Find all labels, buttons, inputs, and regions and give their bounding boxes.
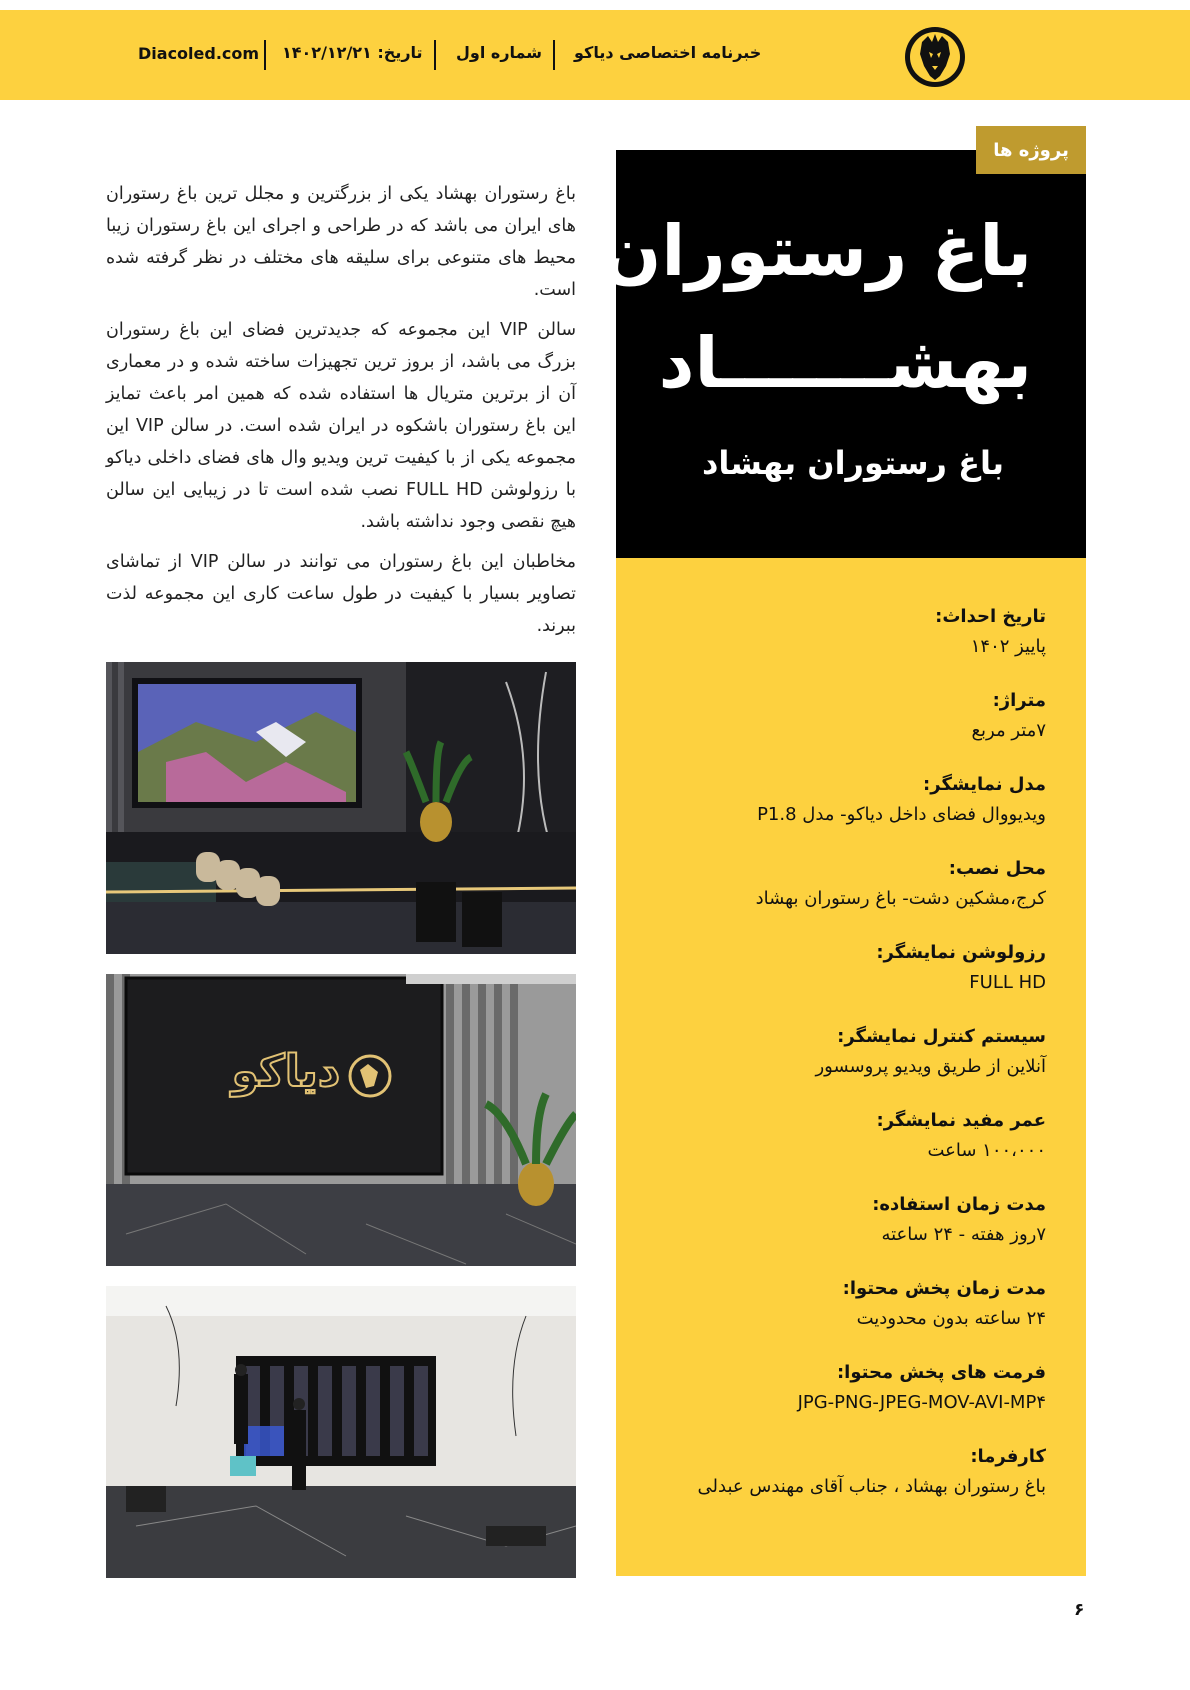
article-paragraph: باغ رستوران بهشاد یکی از بزرگترین و مجلل ترین باغ رستوران های ایران می باشد که در طراحی و اجرای این باغ رستوران زیبا محیط های متنوعی برای سلیقه های مختلف در نظر گرفته شده است. [106, 184, 576, 300]
spec-value: کرج،مشکین دشت- باغ رستوران بهشاد [755, 888, 1046, 909]
photo-logo-wall [106, 974, 576, 1266]
spec-label: فرمت های پخش محتوا: [836, 1362, 1046, 1383]
site-url[interactable]: Diacoled.com [138, 44, 260, 63]
spec-value: آنلاین از طریق ویدیو پروسسور [815, 1056, 1046, 1077]
spec-label: رزولوشن نمایشگر: [876, 942, 1046, 963]
header-divider [553, 40, 555, 70]
spec-item [843, 1278, 1046, 1329]
spec-value: ۱۰۰،۰۰۰ ساعت [927, 1140, 1046, 1161]
spec-item [756, 858, 1046, 909]
project-title-line2: بهشـــــــاد [658, 322, 1032, 404]
spec-value: ویدیووال فضای داخل دیاکو- مدل P1.8 [757, 804, 1046, 825]
spec-value: ۷روز هفته - ۲۴ ساعته [881, 1224, 1046, 1245]
issue-date: تاریخ: ۱۴۰۲/۱۲/۲۱ [282, 43, 423, 62]
spec-label: عمر مفید نمایشگر: [876, 1110, 1046, 1131]
title-panel [601, 150, 1086, 558]
article-body [106, 178, 576, 650]
header-divider [434, 40, 436, 70]
spec-item [877, 1110, 1046, 1161]
spec-item [872, 1194, 1046, 1245]
spec-item [815, 1026, 1046, 1077]
article-paragraph: سالن VIP این مجموعه که جدیدترین فضای این باغ رستوران بزرگ می باشد، از بروز ترین تجهیزات ساخته شده و در معماری آن از برترین متریال ها استفاده شده که همین امر باعث تمایز این باغ رستوران باشکوه در ایران شده است. در سالن VIP این مجموعه یکی از با کیفیت ترین ویدیو وال های فضای داخلی دیاکو با رزولوشن FULL HD نصب شده است تا در زیبایی این سالن هیچ نقصی وجود نداشته باشد. [106, 320, 576, 532]
spec-label: کارفرما: [970, 1446, 1046, 1467]
spec-value: ۷متر مربع [971, 720, 1046, 741]
spec-value: ۲۴ ساعته بدون محدودیت [856, 1308, 1046, 1329]
spec-label: مدت زمان پخش محتوا: [842, 1278, 1046, 1299]
issue-number: شماره اول [456, 43, 543, 62]
spec-item [757, 774, 1046, 825]
spec-item [798, 1362, 1046, 1413]
spec-label: مدت زمان استفاده: [872, 1194, 1046, 1215]
specs-panel [616, 558, 1086, 1576]
header-divider [264, 40, 266, 70]
section-tag: پروژه ها [976, 126, 1086, 174]
photo-installation [106, 1286, 576, 1578]
spec-value: FULL HD [969, 972, 1046, 993]
article-paragraph: مخاطبان این باغ رستوران می توانند در سالن VIP از تماشای تصاویر بسیار با کیفیت در طول ساعت کاری این مجموعه لذت ببرند. [106, 552, 576, 636]
spec-value: باغ رستوران بهشاد ، جناب آقای مهندس عبدلی [697, 1476, 1046, 1497]
spec-label: مدل نمایشگر: [923, 774, 1046, 795]
spec-label: محل نصب: [948, 858, 1046, 879]
spec-value: JPG-PNG-JPEG-MOV-AVI-MP۴ [797, 1392, 1046, 1413]
spec-item [876, 942, 1046, 993]
spec-item [971, 690, 1046, 741]
project-title-line1: باغ رستوران [601, 210, 1032, 292]
spec-value: پاییز ۱۴۰۲ [970, 636, 1046, 657]
header-band [0, 10, 1190, 100]
photo2-logo-text: دیاکو [231, 1046, 341, 1097]
newsletter-title: خبرنامه اختصاصی دیاکو [574, 43, 762, 62]
spec-item [935, 606, 1046, 657]
lion-logo-icon [902, 24, 968, 90]
spec-label: تاریخ احداث: [935, 606, 1046, 627]
spec-label: سیستم کنترل نمایشگر: [837, 1026, 1046, 1047]
project-subtitle: باغ رستوران بهشاد [701, 444, 1004, 482]
page-number: ۶ [1074, 1600, 1085, 1620]
spec-label: متراژ: [992, 690, 1046, 711]
spec-item [698, 1446, 1046, 1497]
photo-vip-hall [106, 662, 576, 954]
